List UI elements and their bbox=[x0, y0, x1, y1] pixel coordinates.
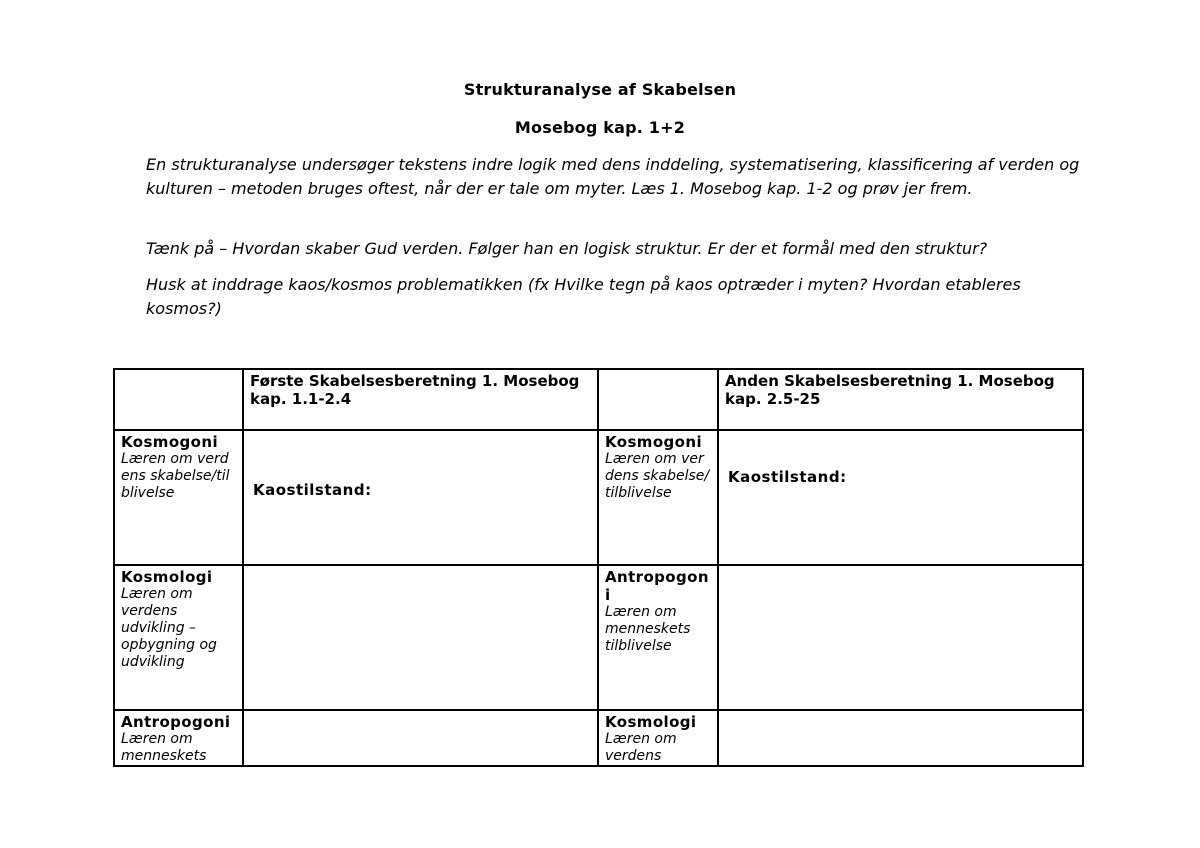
answer-cell[interactable] bbox=[243, 430, 598, 565]
kaos-label: Kaostilstand: bbox=[253, 481, 372, 499]
table-row bbox=[114, 710, 1083, 766]
header-second-account[interactable]: Anden Skabelsesberetning 1. Mosebog kap. 2.5-25 bbox=[718, 369, 1083, 430]
header-first-account[interactable]: Første Skabelsesberetning 1. Mosebog kap. 1.1-2.4 bbox=[243, 369, 598, 430]
table-row bbox=[114, 430, 1083, 565]
category-name: Antropogoni bbox=[121, 713, 231, 731]
header-empty-cell-right[interactable] bbox=[598, 369, 718, 430]
category-description: Læren om menneskets bbox=[121, 731, 207, 764]
category-cell[interactable] bbox=[114, 710, 243, 766]
category-cell[interactable] bbox=[598, 565, 718, 710]
answer-cell[interactable] bbox=[718, 710, 1083, 766]
category-name: Antropogoni bbox=[605, 568, 709, 604]
question-paragraph: Tænk på – Hvordan skaber Gud verden. Følger han en logisk struktur. Er der et formål med den struktur? bbox=[146, 239, 988, 258]
category-cell[interactable] bbox=[114, 565, 243, 710]
category-description: Læren om verdens skabelse/tilblivelse bbox=[605, 451, 710, 501]
answer-cell[interactable] bbox=[243, 565, 598, 710]
table-header-row bbox=[114, 369, 1083, 430]
category-name: Kosmologi bbox=[605, 713, 697, 731]
answer-cell[interactable] bbox=[718, 430, 1083, 565]
category-name: Kosmologi bbox=[121, 568, 213, 586]
document-subtitle: Mosebog kap. 1+2 bbox=[514, 118, 686, 137]
kaos-label: Kaostilstand: bbox=[728, 468, 847, 486]
category-description: Læren om verdens skabelse/tilblivelse bbox=[121, 451, 230, 501]
header-empty-cell-left[interactable] bbox=[114, 369, 243, 430]
category-description: Læren om verdens udvikling – opbygning og udvikling bbox=[121, 586, 217, 670]
category-name: Kosmogoni bbox=[605, 433, 702, 451]
category-cell[interactable] bbox=[598, 430, 718, 565]
category-name: Kosmogoni bbox=[121, 433, 218, 451]
category-cell[interactable] bbox=[598, 710, 718, 766]
category-description: Læren om menneskets tilblivelse bbox=[605, 604, 691, 654]
analysis-table bbox=[113, 368, 1084, 767]
table-row bbox=[114, 565, 1083, 710]
answer-cell[interactable] bbox=[243, 710, 598, 766]
answer-cell[interactable] bbox=[718, 565, 1083, 710]
category-cell[interactable] bbox=[114, 430, 243, 565]
category-description: Læren om verdens bbox=[605, 731, 677, 764]
reminder-paragraph: Husk at inddrage kaos/kosmos problematikken (fx Hvilke tegn på kaos optræder i myten? Hvordan etableres kosmos?) bbox=[146, 275, 1021, 318]
intro-paragraph: En strukturanalyse undersøger tekstens indre logik med dens inddeling, systematisering, klassificering af verden og kulturen – metoden bruges oftest, når der er tale om myter. Læs 1. Mosebog kap. 1-2 og prøv jer frem. bbox=[146, 155, 1080, 198]
document-title: Strukturanalyse af Skabelsen bbox=[463, 80, 737, 99]
